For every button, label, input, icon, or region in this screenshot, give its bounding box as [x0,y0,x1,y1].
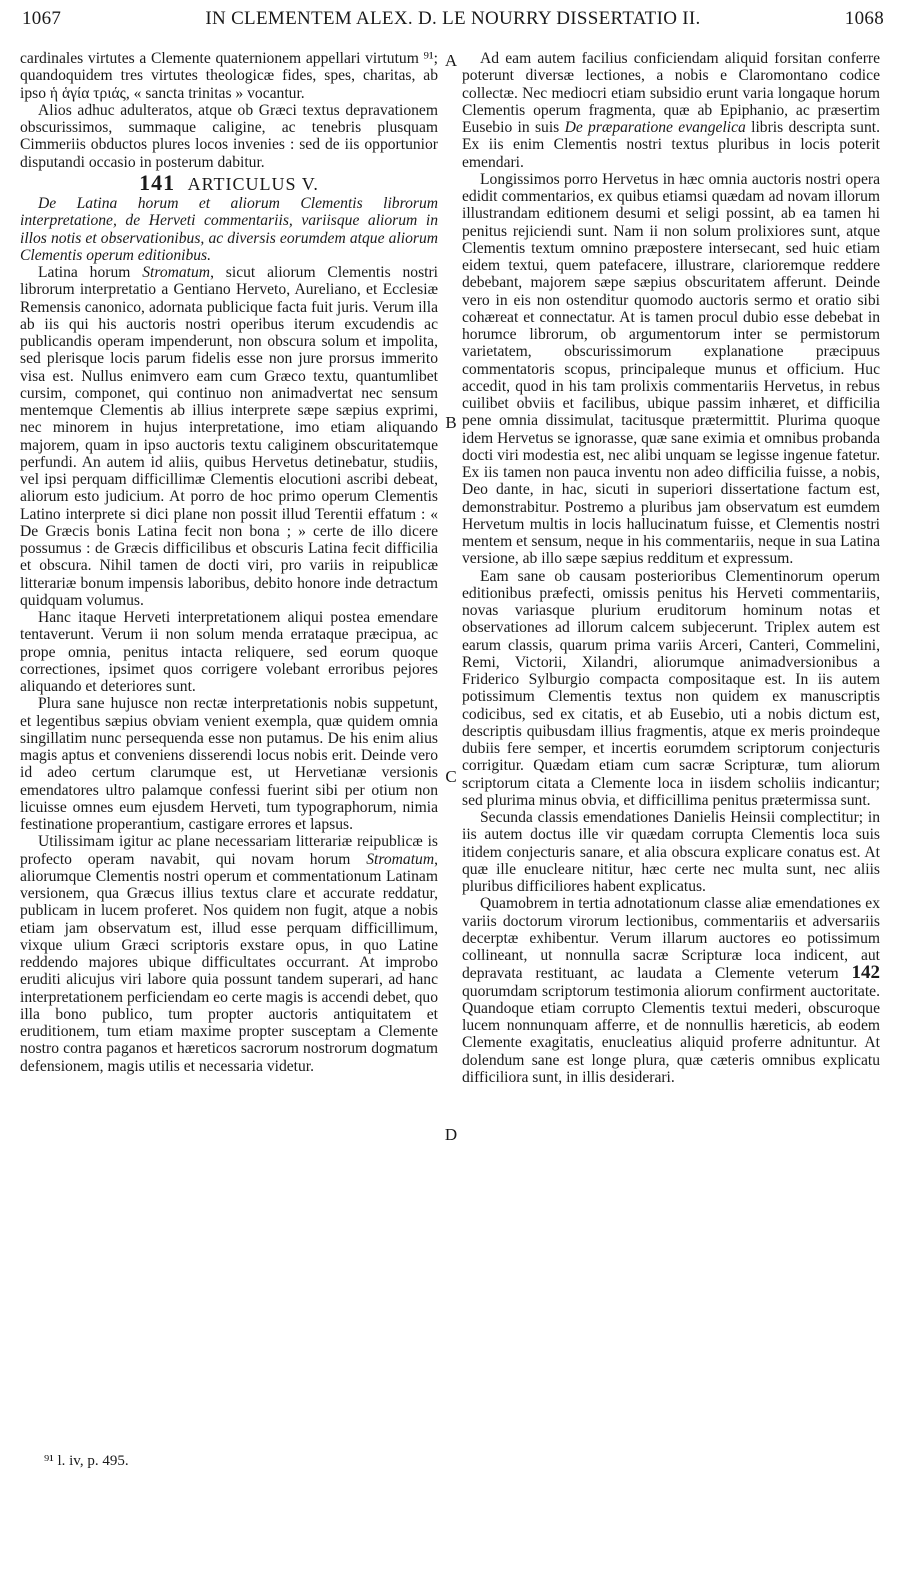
paragraph: Secunda classis emendationes Danielis Heinsii complectitur; in iis autem doctus ille vir quædam corrupta Clementis loca suis itidem conjecturis sanare, et alia obscura explicare conatus est. At quæ ille enucleare nititur, hæc certe nec multa sunt, nec aliis pluribus difficiliores habent explicatus. [462,809,880,895]
paragraph: cardinales virtutes a Clemente quaternionem appellari virtutum ⁹¹; quandoquidem tres virtutes theologicæ fides, spes, charitas, ab ipso ἡ ἁγία τριάς, « sancta trinitas » vocantur. [20,50,438,102]
paragraph: Plura sane hujusce non rectæ interpretationis nobis suppetunt, et legentibus sæpius obviam venient exempla, quæ quidem omnia singillatim nunc persequenda esse non putamus. De his enim alius magis aptus et conveniens disserendi locus nobis erit. Deinde vero id adeo certum clarumque est, ut Hervetianæ versionis emendatores ultro palamque confessi fuerint sibi per otium non licuisse omnes eum ejusdem Herveti, tum typographorum, nimia festinatione properantium, castigare errores et lapsus. [20,695,438,833]
footnote: ⁹¹ l. iv, p. 495. [44,1453,129,1469]
article-summary: De Latina horum et aliorum Clementis librorum interpretatione, de Herveti commentariis, variisque aliorum in illos notis et observationibus, ac diversis eorumdem atque aliorum Clementis operum editionibus. [20,195,438,264]
margin-letter-c: C [445,767,457,786]
left-column [20,50,438,1075]
paragraph: Ad eam autem facilius conficiendam aliquid forsitan conferre poterunt diversæ lectiones, a nobis e Claromontano codice collectæ. Nec mediocri etiam subsidio erunt varia longaque horum Clementis operum fragmenta, quæ ab Epiphanio, ac præsertim Eusebio in suis De præparatione evangelica libris descripta sunt. Ex iis enim Clementis nostri textus pluribus in locis poterit emendari. [462,50,880,171]
article-title: ARTICULUS V. [187,173,319,194]
margin-letter-d: D [444,1125,458,1144]
paragraph: Utilissimam igitur ac plane necessariam litterariæ reipublicæ is profecto operam navabit, qui novam horum Stromatum, aliorumque Clementis nostri operum et commentationum Latinam versionem, qua Græcus illius textus clare et accurate reddatur, publicam in lucem proferet. Nos quidem non fugit, atque a nobis etiam jam observatum est, illud esse perquam difficillimum, vixque ulium Græci scriptoris exstare opus, in quo Latine reddendo majores ubique difficultates occurrant. At improbo eruditi alicujus viri labore quia possunt tandem superari, ad hanc interpretationem perficiendam eo certe magis is accendi debet, quo illa bono publico, tum propter auctoris antiquitatem et eruditionem, tum etiam maxime propter susceptam a Clemente nostro contra paganos et hæreticos sacrorum nostrorum dogmatum defensionem, magis utilis et necessaria videtur. [20,833,438,1075]
right-column [462,50,880,1086]
inline-column-number: 142 [851,962,880,984]
paragraph: Alios adhuc adulteratos, atque ob Græci textus depravationem obscurissimos, summaque caligine, ac tenebris plusquam Cimmeriis obductos plures locos invenies : sed de iis opportunior disputandi occasio in posterum dabitur. [20,101,438,171]
running-header [22,6,884,36]
running-title: IN CLEMENTEM ALEX. D. LE NOURRY DISSERTATIO II. [205,8,701,29]
article-number: 141 [139,169,176,195]
left-page-number: 1067 [22,8,62,29]
paragraph: Quamobrem in tertia adnotationum classe aliæ emendationes ex variis doctorum virorum lectionibus, commentariis et adversariis decerptæ exhibentur. Verum illarum auctores eo potissimum collineant, ut nonnulla sacræ Scripturæ loca indicent, aut depravata restituant, ac laudata a Clemente veterum 142 quorumdam scriptorum testimonia aliorum confirment auctoritate. Quandoque etiam corrupto Clementis textui mederi, obscuroque lucem nonnunquam afferre, et de nonnullis hæreticis, ab eodem Clemente exagitatis, enucleatius aliquid proferre adnituntur. At dolendum sane est longe plura, quæ cæteris omnibus explicatu difficiliora sunt, in illis desiderari. [462,895,880,1086]
margin-letter-b: B [445,413,457,432]
right-page-number: 1068 [844,8,884,29]
margin-letter-a: A [444,51,458,70]
paragraph: Latina horum Stromatum, sicut aliorum Clementis nostri librorum interpretatio a Gentiano Herveto, Aureliano, et Ecclesiæ Remensis canonico, adornata publicique facta fuit juris. Verum illa ab iis qui his auctoris nostri operibus iterum excudendis ac publicandis operam impenderunt, non obscura solum et impolita, sed plerisque locis parum fidelis esse non jure prorsus immerito visa est. Nullus enimvero eam cum Græco textu, quantumlibet cursim, componet, qui continuo non animadvertat nec sensum mentemque Clementis ab illius interprete sæpe sæpius exprimi, nec minorem in hujus interpretatione, imo etiam aliquando majorem, quam in ipso auctoris textu caliginem obscuritatemque perfundi. An autem id aliis, quibus Hervetus detinebatur, studiis, vel ipsi perquam difficillimæ Clementis elocutioni ascribi debeat, aliorum esto judicium. At porro de hoc primo operum Clementis Latino interprete si dici plane non possit illud Terentii effatum : « De Græcis bonis Latina fecit non bona ; » certe de illo dicere possumus : de Græcis difficilibus et obscuris Latina fecit difficilia et obscura. Nihil tamen de docti viri, pro variis in reipublicæ litterariæ bonum impensis laboribus, debito honore inde detractum quidquam volumus. [20,264,438,609]
article-heading [20,169,438,195]
paragraph: Longissimos porro Hervetus in hæc omnia auctoris nostri opera edidit commentarios, ex quibus etiamsi quædam ad novam illorum illustrandam editionem desumi et seligi possint, ab ea tamen hi penitus rejiciendi sunt. Nam ii non solum prolixiores sunt, atque Clementis textum omnino præpostere intersecant, sed huic etiam eidem textui, quem patefacere, illustrare, clarioremque reddere debebant, majorem sæpe sæpius obscuritatem afferunt. Deinde vero in eis non ostenditur quomodo auctoris sermo et oratio sibi cohæreat et connectatur. At is tamen procul dubio esse debebat in horumce librorum, ob argumentorum inter se permistorum varietatem, obscurissimorum explanatione præcipuus commentatoris scopus, principaleque munus et officium. Huc accedit, quod in his tam prolixis commentariis Hervetus, in rebus cuilibet obviis et facilibus, ubique passim inhæret, et difficilia pene omnia dissimulat, tacitusque prætermittit. Plurima quoque idem Hervetus se ignorasse, quæ sane eximia et omnibus probanda docti viri modestia est, nec alibi unquam se legisse ingenue fatetur. Ex iis tamen non pauca inventu non adeo difficilia fuisse, a nobis, Deo dante, in hac, sicuti in superiori dissertatione factum est, demonstrabitur. Postremo a pluribus jam observatum est eumdem Hervetum multis in locis hallucinatum fuisse, et Clementis nostri mentem et sensum, neque in his commentariis, neque in sua Latina versione, ab illo sæpe sæpius redditum et expressum. [462,170,880,568]
paragraph: Eam sane ob causam posterioribus Clementinorum operum editionibus præfecti, omissis penitus his Herveti commentariis, novas variasque plurium eruditorum hominum notas et observationes ad illorum calcem subjecerunt. Triplex autem est earum classis, quarum prima variis Arceri, Canteri, Commelini, Remi, Victorii, Xilandri, aliorumque animadversionibus a Friderico Sylburgio compacta compositaque est. In iis autem potissimum Clementis textus non quidem ex manuscriptis codicibus, sed ex citatis, et ab Eusebio, uti a nobis dictum est, descriptis quibusdam illius fragmentis, atque ex meris proindeque dubiis fere semper, et incertis eorumdem scriptorum conjecturis corrigitur. Quædam etiam cum sacræ Scripturæ, tum aliorum scriptorum citata a Clemente loca in iisdem scholiis indicantur; sed plurima minus obvia, et difficillima penitus prætermissa sunt. [462,567,880,809]
paragraph: Hanc itaque Herveti interpretationem aliqui postea emendare tentaverunt. Verum ii non solum menda errataque præcipua, ac prope omnia, penitus intacta reliquere, sed eorum quoque correctiones, ipsimet quos corrigere volebant erroribus pejores aliquando et deteriores sunt. [20,609,438,695]
